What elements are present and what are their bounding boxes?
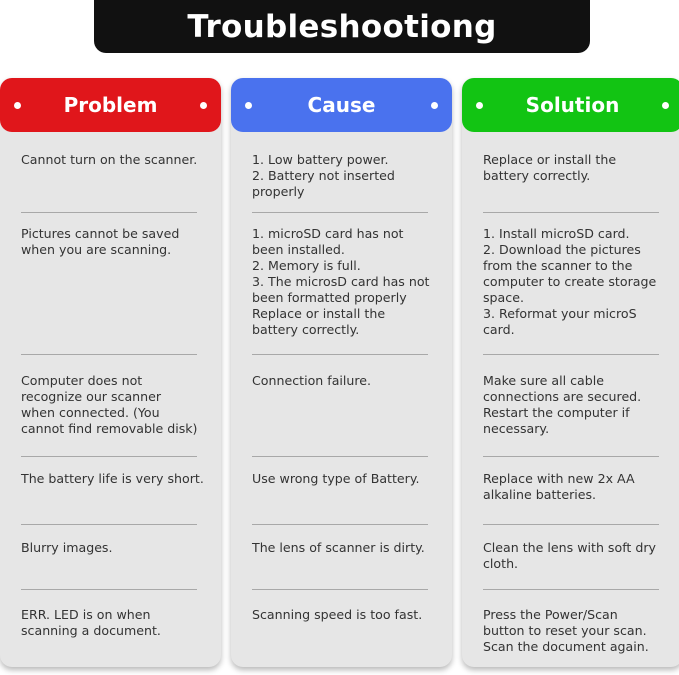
title-banner	[94, 0, 590, 53]
bullet-dot-icon	[662, 102, 669, 109]
cause-cell: 1. microSD card has not been installed. 2. Memory is full. 3. The microsD card has not been formatted properly Replace or install the battery correctly.	[252, 226, 430, 337]
bullet-dot-icon	[14, 102, 21, 109]
cause-cell: 1. Low battery power. 2. Battery not inserted properly	[252, 152, 395, 199]
row-divider	[21, 212, 197, 213]
cause-cell: Scanning speed is too fast.	[252, 607, 423, 622]
cause-header-label: Cause	[307, 93, 376, 117]
cause-header	[231, 78, 452, 132]
bullet-dot-icon	[245, 102, 252, 109]
problem-cell: ERR. LED is on when scanning a document.	[21, 607, 161, 638]
row-divider	[483, 354, 659, 355]
solution-cell: Clean the lens with soft dry cloth.	[483, 540, 656, 571]
row-divider	[252, 524, 428, 525]
bullet-dot-icon	[200, 102, 207, 109]
problem-cell: The battery life is very short.	[21, 471, 204, 486]
row-divider	[21, 354, 197, 355]
problem-column	[0, 78, 221, 667]
solution-cell: Replace with new 2x AA alkaline batteries.	[483, 471, 635, 502]
row-divider	[483, 456, 659, 457]
row-divider	[21, 456, 197, 457]
row-divider	[21, 589, 197, 590]
row-divider	[252, 212, 428, 213]
bullet-dot-icon	[431, 102, 438, 109]
problem-header-label: Problem	[63, 93, 158, 117]
page-title: Troubleshootiong	[187, 8, 497, 45]
problem-cell: Cannot turn on the scanner.	[21, 152, 198, 167]
cause-column	[231, 78, 452, 667]
row-divider	[252, 354, 428, 355]
problem-header	[0, 78, 221, 132]
cause-cell: The lens of scanner is dirty.	[252, 540, 425, 555]
row-divider	[252, 456, 428, 457]
solution-header	[462, 78, 679, 132]
solution-header-label: Solution	[525, 93, 620, 117]
solution-cell: 1. Install microSD card. 2. Download the pictures from the scanner to the computer to create storage space. 3. Reformat your microS card.	[483, 226, 657, 337]
solution-cell: Replace or install the battery correctly.	[483, 152, 617, 183]
row-divider	[252, 589, 428, 590]
row-divider	[483, 589, 659, 590]
row-divider	[21, 524, 197, 525]
problem-cell: Computer does not recognize our scanner when connected. (You cannot find removable disk)	[21, 373, 198, 436]
solution-cell: Press the Power/Scan button to reset your scan. Scan the document again.	[483, 607, 649, 654]
row-divider	[483, 212, 659, 213]
cause-cell: Connection failure.	[252, 373, 372, 388]
problem-cell: Blurry images.	[21, 540, 113, 555]
row-divider	[483, 524, 659, 525]
cause-cell: Use wrong type of Battery.	[252, 471, 420, 486]
solution-cell: Make sure all cable connections are secured. Restart the computer if necessary.	[483, 373, 642, 436]
bullet-dot-icon	[476, 102, 483, 109]
solution-column	[462, 78, 679, 667]
problem-cell: Pictures cannot be saved when you are scanning.	[21, 226, 180, 257]
